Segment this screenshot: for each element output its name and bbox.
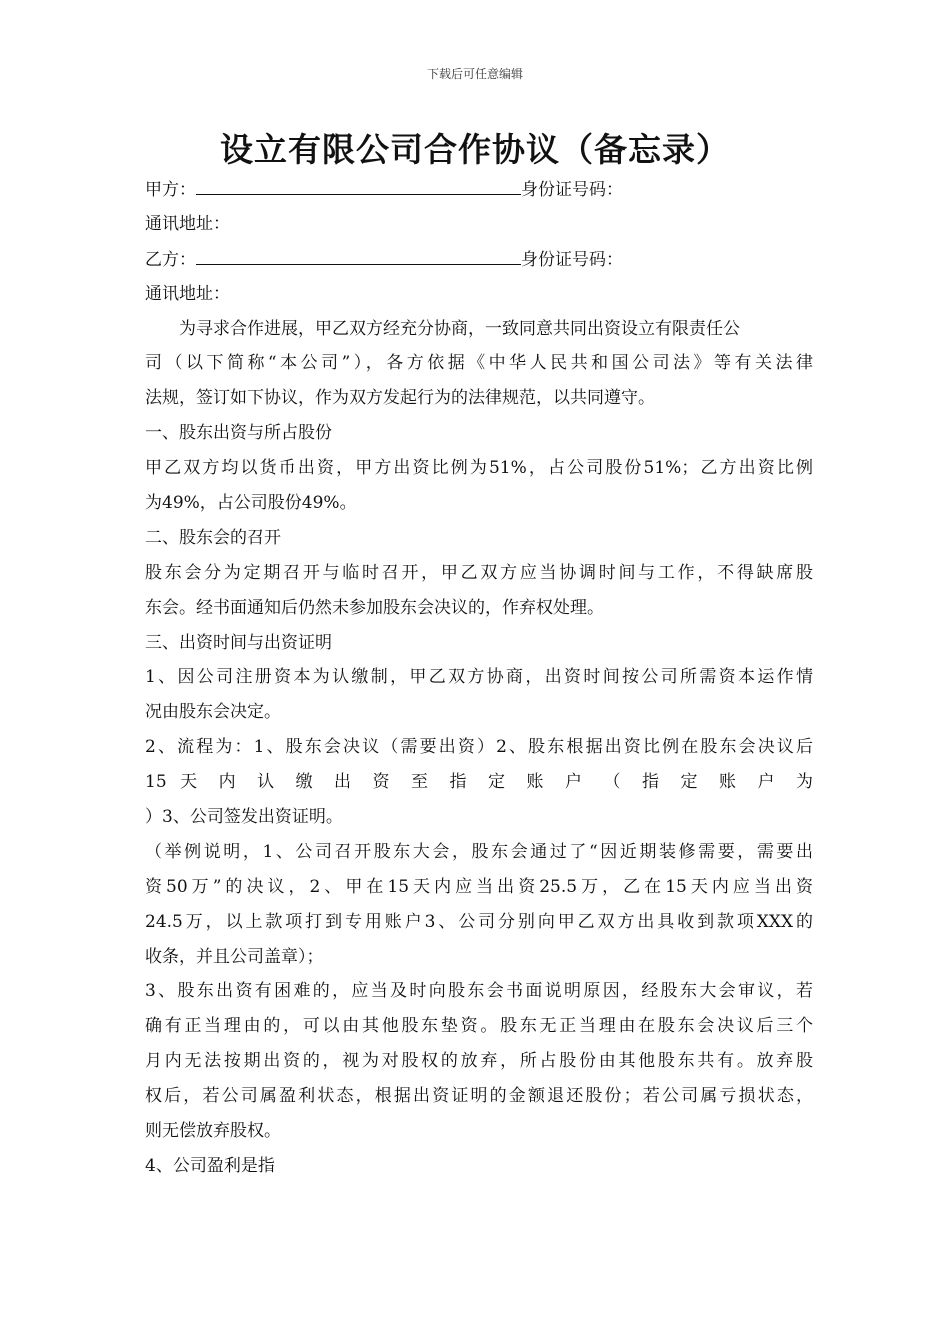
page-header: 下载后可任意编辑 — [426, 67, 523, 81]
text-line: 15 天 内 认 缴 出 资 至 指 定 账 户 （ 指 定 账 户 为 — [145, 772, 813, 793]
text-line: 东会。经书面通知后仍然未参加股东会决议的，作弃权处理。 — [145, 597, 604, 618]
text-line: 甲乙双方均以货币出资，甲方出资比例为51%，占公司股份51%；乙方出资比例 — [145, 458, 813, 479]
party-a-id-label: 身份证号码： — [521, 180, 623, 200]
text-line: （举例说明，1、公司召开股东大会，股东会通过了“因近期装修需要，需要出 — [145, 841, 813, 862]
text-line: ）3、公司签发出资证明。 — [145, 807, 343, 828]
party-b-address-label: 通讯地址： — [145, 283, 230, 304]
document-body — [145, 172, 813, 1184]
text-line: 则无偿放弃股权。 — [145, 1121, 281, 1142]
text-line: 资50万”的决议，2、甲在15天内应当出资25.5万，乙在15天内应当出资 — [145, 876, 813, 897]
text-line: 3、股东出资有困难的，应当及时向股东会书面说明原因，经股东大会审议，若 — [145, 981, 813, 1002]
document-title: 设立有限公司合作协议（备忘录） — [220, 130, 730, 169]
party-a-name-blank — [196, 172, 521, 195]
party-b-name-blank — [196, 242, 521, 265]
text-line: 收条，并且公司盖章）； — [145, 946, 324, 967]
text-line: 三、出资时间与出资证明 — [145, 632, 332, 653]
text-line: 为49%，占公司股份49%。 — [145, 493, 357, 514]
party-a-line — [145, 172, 813, 207]
party-b-address-line — [145, 277, 813, 312]
text-line: 月内无法按期出资的，视为对股权的放弃，所占股份由其他股东共有。放弃股 — [145, 1051, 813, 1072]
text-line: 为寻求合作进展，甲乙双方经充分协商，一致同意共同出资设立有限责任公 — [179, 318, 740, 339]
agreement-text — [145, 312, 813, 1184]
text-line: 确有正当理由的，可以由其他股东垫资。股东无正当理由在股东会决议后三个 — [145, 1016, 813, 1037]
party-b-id-label: 身份证号码： — [521, 249, 623, 270]
text-line: 2、流程为：1、股东会决议（需要出资）2、股东根据出资比例在股东会决议后 — [145, 737, 813, 758]
text-line: 法规，签订如下协议，作为双方发起行为的法律规范，以共同遵守。 — [145, 388, 655, 409]
text-line: 1、因公司注册资本为认缴制，甲乙双方协商，出资时间按公司所需资本运作情 — [145, 667, 813, 688]
text-line: 24.5万，以上款项打到专用账户3、公司分别向甲乙双方出具收到款项XXX的 — [145, 911, 813, 932]
text-line: 二、股东会的召开 — [145, 527, 281, 548]
text-line: 一、股东出资与所占股份 — [145, 423, 332, 444]
text-line: 4、公司盈利是指 — [145, 1155, 275, 1176]
party-b-label: 乙方： — [145, 249, 196, 270]
text-line: 司（以下简称“本公司”），各方依据《中华人民共和国公司法》等有关法律 — [145, 353, 813, 374]
party-a-address-label: 通讯地址： — [145, 213, 230, 234]
text-line: 权后，若公司属盈利状态，根据出资证明的金额退还股份；若公司属亏损状态， — [145, 1086, 813, 1107]
party-a-label: 甲方： — [145, 180, 196, 200]
party-a-address-line — [145, 207, 813, 242]
text-line: 股东会分为定期召开与临时召开，甲乙双方应当协调时间与工作，不得缺席股 — [145, 562, 813, 583]
party-b-line — [145, 242, 813, 277]
text-line: 况由股东会决定。 — [145, 702, 281, 723]
